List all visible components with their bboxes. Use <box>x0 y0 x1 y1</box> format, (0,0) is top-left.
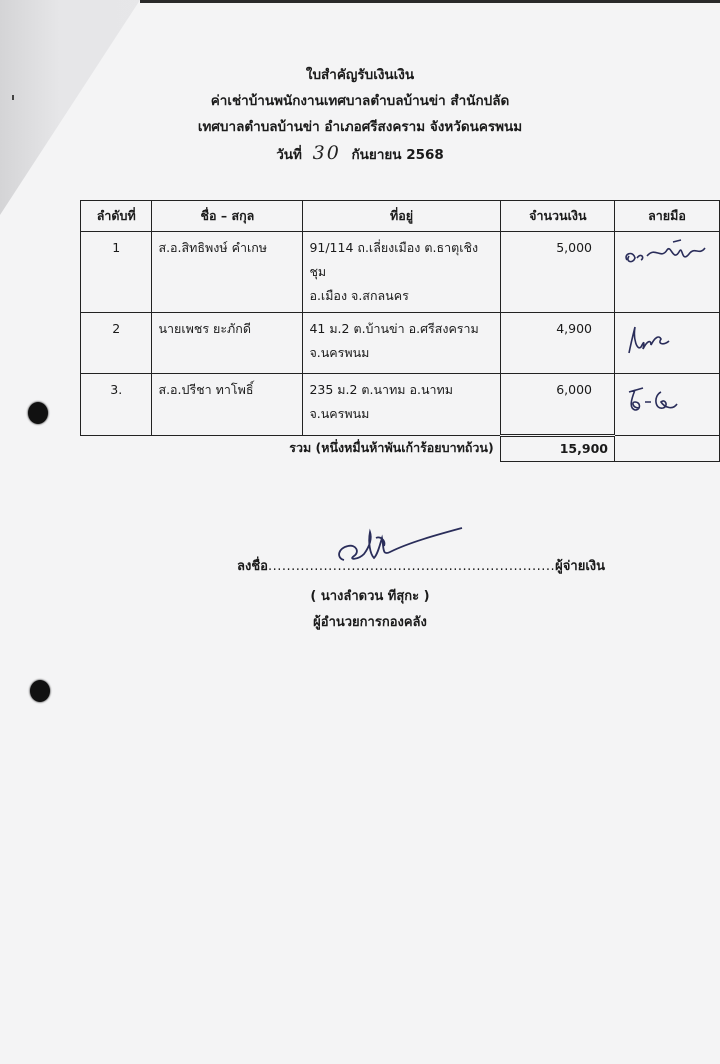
sheet-top-edge <box>140 0 720 3</box>
total-amount: 15,900 <box>500 436 614 462</box>
table-row <box>81 374 720 436</box>
row-number: 2 <box>81 313 152 374</box>
payer-title: ผู้อำนวยการกองคลัง <box>313 615 427 630</box>
punch-hole <box>30 680 50 702</box>
table-row <box>81 313 720 374</box>
row-signature <box>614 313 719 374</box>
row-signature <box>614 374 719 436</box>
date-line <box>0 140 720 166</box>
address-line: จ.นครพนม <box>309 345 370 360</box>
address-line: 41 ม.2 ต.บ้านข่า อ.ศรีสงคราม <box>309 321 479 336</box>
row-address <box>303 313 500 374</box>
receipt-table <box>80 200 720 462</box>
signature-dots: .............................................................. <box>267 559 556 574</box>
sign-suffix: ผู้จ่ายเงิน <box>555 559 606 574</box>
handwritten-signature <box>621 317 713 361</box>
total-row <box>81 436 720 462</box>
payer-name: ( นางลำดวน ทีสุกะ ) <box>310 589 430 604</box>
row-amount: 4,900 <box>500 313 614 374</box>
organization-line: เทศบาลตำบลบ้านข่า อำเภอศรีสงคราม จังหวัดนครพนม <box>197 119 523 135</box>
row-number: 1 <box>81 232 152 313</box>
column-header-name: ชื่อ – สกุล <box>152 201 303 232</box>
row-name: ส.อ.ปรีชา ทาโพธิ์ <box>152 374 303 436</box>
punch-hole <box>28 402 48 424</box>
signature-line <box>237 555 605 576</box>
handwritten-signature <box>621 378 713 422</box>
column-header-signature: ลายมือ <box>614 201 719 232</box>
row-number: 3. <box>81 374 152 436</box>
address-line: 235 ม.2 ต.นาทม อ.นาทม <box>309 382 454 397</box>
row-signature <box>614 232 719 313</box>
column-header-no: ลำดับที่ <box>81 201 152 232</box>
row-name: นายเพชร ยะภักดี <box>152 313 303 374</box>
row-address <box>303 232 500 313</box>
address-line: จ.นครพนม <box>309 406 370 421</box>
date-month-year: กันยายน 2568 <box>351 147 444 163</box>
handwritten-signature <box>621 236 713 276</box>
table-header-row <box>81 201 720 232</box>
date-day-handwritten: 30 <box>312 142 341 164</box>
row-address <box>303 374 500 436</box>
total-signature-cell <box>614 436 719 462</box>
document-subtitle: ค่าเช่าบ้านพนักงานเทศบาลตำบลบ้านข่า สำนักปลัด <box>210 93 510 109</box>
column-header-amount: จำนวนเงิน <box>500 201 614 232</box>
address-line: อ.เมือง จ.สกลนคร <box>309 288 409 303</box>
row-amount: 5,000 <box>500 232 614 313</box>
table-row <box>81 232 720 313</box>
document-header <box>0 62 720 166</box>
total-label: รวม (หนึ่งหมื่นห้าพันเก้าร้อยบาทถ้วน) <box>289 440 494 455</box>
column-header-address: ที่อยู่ <box>303 201 500 232</box>
date-prefix: วันที่ <box>276 147 302 163</box>
row-amount: 6,000 <box>500 374 614 436</box>
document-title: ใบสำคัญรับเงินเงิน <box>305 67 415 83</box>
address-line: 91/114 ถ.เลี่ยงเมือง ต.ธาตุเชิงชุม <box>309 240 479 279</box>
sign-prefix: ลงชื่อ <box>237 559 268 574</box>
row-name: ส.อ.สิทธิพงษ์ คำเกษ <box>152 232 303 313</box>
